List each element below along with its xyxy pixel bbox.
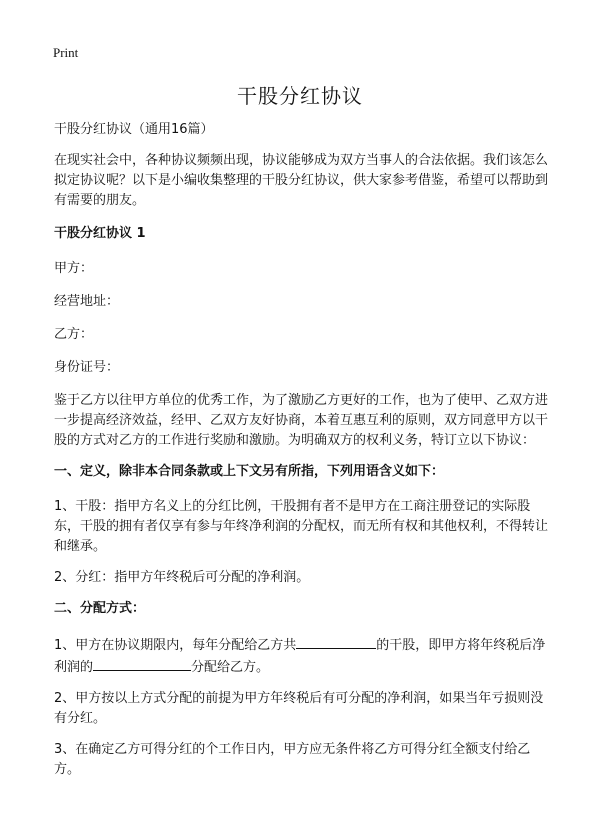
distribution-clause-1-part3: 分配给乙方。 (191, 660, 270, 675)
intro-paragraph: 在现实社会中，各种协议频频出现，协议能够成为双方当事人的合法依据。我们该怎么拟定协议呢？以下是小编收集整理的干股分红协议，供大家参考借鉴，希望可以帮助到有需要的朋友。 (54, 153, 549, 208)
distribution-clause-1 (54, 634, 554, 678)
definitions-heading: 一、定义，除非本合同条款或上下文另有所指，下列用语含义如下： (54, 464, 445, 479)
document-body (54, 120, 554, 791)
profit-ratio-blank[interactable] (93, 656, 191, 671)
distribution-clause-2: 2、甲方按以上方式分配的前提为甲方年终税后有可分配的净利润，如果当年亏损则没有分红。 (54, 691, 544, 726)
section-heading-agreement-1: 干股分红协议 1 (54, 226, 146, 241)
document-subtitle: 干股分红协议（通用16篇） (54, 122, 214, 137)
definition-dividend: 2、分红：指甲方年终税后可分配的净利润。 (54, 570, 310, 585)
distribution-clause-3: 3、在确定乙方可得分红的个工作日内，甲方应无条件将乙方可得分红全额支付给乙方。 (54, 742, 531, 777)
distribution-clause-1-part1: 1、甲方在协议期限内，每年分配给乙方共 (54, 638, 297, 653)
document-title: 干股分红协议 (237, 84, 363, 108)
print-link[interactable]: Print (53, 45, 79, 60)
distribution-clause-1-part2: 的干股，即甲方将年终税后净利润的 (54, 638, 546, 675)
party-a-field: 甲方： (54, 261, 94, 276)
party-b-field: 乙方： (54, 327, 94, 342)
share-ratio-blank[interactable] (296, 634, 376, 649)
definition-dry-shares: 1、干股：指甲方名义上的分红比例，干股拥有者不是甲方在工商注册登记的实际股东，干股的拥有者仅享有参与年终净利润的分配权，而无所有权和其他权利，不得转让和继承。 (54, 499, 549, 554)
id-number-field: 身份证号： (54, 360, 120, 375)
distribution-heading: 二、分配方式： (54, 601, 146, 616)
preamble-paragraph: 鉴于乙方以往甲方单位的优秀工作，为了激励乙方更好的工作，也为了使甲、乙双方进一步提高经济效益，经甲、乙双方友好协商，本着互惠互利的原则，双方同意甲方以干股的方式对乙方的工作进行奖励和激励。为明确双方的权利义务，特订立以下协议： (54, 393, 549, 448)
address-field: 经营地址： (54, 294, 120, 309)
